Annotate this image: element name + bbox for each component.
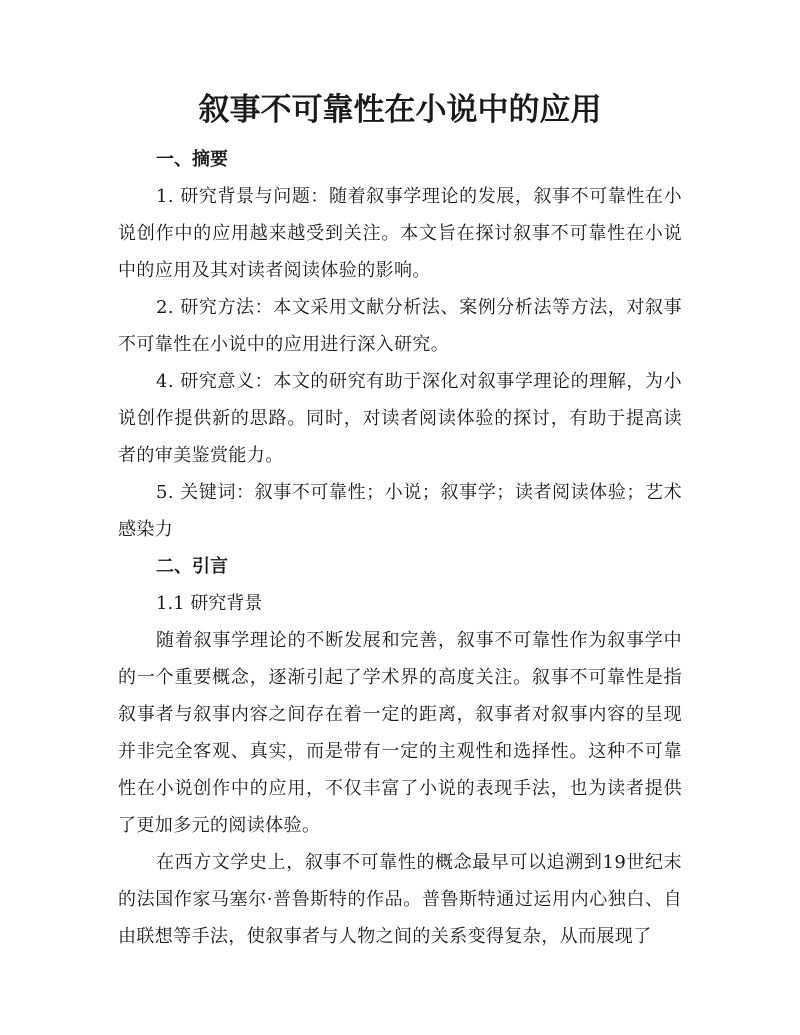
- abstract-keywords-paragraph: 5. 关键词：叙事不可靠性；小说；叙事学；读者阅读体验；艺术感染力: [118, 482, 682, 540]
- subsection-heading-background: 1.1 研究背景: [156, 593, 263, 614]
- abstract-method-paragraph: 2. 研究方法：本文采用文献分析法、案例分析法等方法，对叙事不可靠性在小说中的应用进行深入研究。: [118, 297, 682, 355]
- document-title: 叙事不可靠性在小说中的应用: [198, 92, 602, 128]
- section-heading-abstract: 一、摘要: [156, 149, 228, 170]
- section-heading-introduction: 二、引言: [156, 556, 228, 577]
- abstract-significance-paragraph: 4. 研究意义：本文的研究有助于深化对叙事学理论的理解，为小说创作提供新的思路。同时，对读者阅读体验的探讨，有助于提高读者的审美鉴赏能力。: [118, 371, 682, 466]
- abstract-background-paragraph: 1. 研究背景与问题：随着叙事学理论的发展，叙事不可靠性在小说创作中的应用越来越受到关注。本文旨在探讨叙事不可靠性在小说中的应用及其对读者阅读体验的影响。: [118, 186, 682, 281]
- introduction-paragraph: 随着叙事学理论的不断发展和完善，叙事不可靠性作为叙事学中的一个重要概念，逐渐引起了学术界的高度关注。叙事不可靠性是指叙事者与叙事内容之间存在着一定的距离，叙事者对叙事内容的呈现并非完全客观、真实，而是带有一定的主观性和选择性。这种不可靠性在小说创作中的应用，不仅丰富了小说的表现手法，也为读者提供了更加多元的阅读体验。: [118, 630, 682, 836]
- introduction-paragraph: 在西方文学史上，叙事不可靠性的概念最早可以追溯到19世纪末的法国作家马塞尔·普鲁斯特的作品。普鲁斯特通过运用内心独白、自由联想等手法，使叙事者与人物之间的关系变得复杂，从而展现了: [118, 852, 682, 947]
- document-body: [118, 141, 682, 955]
